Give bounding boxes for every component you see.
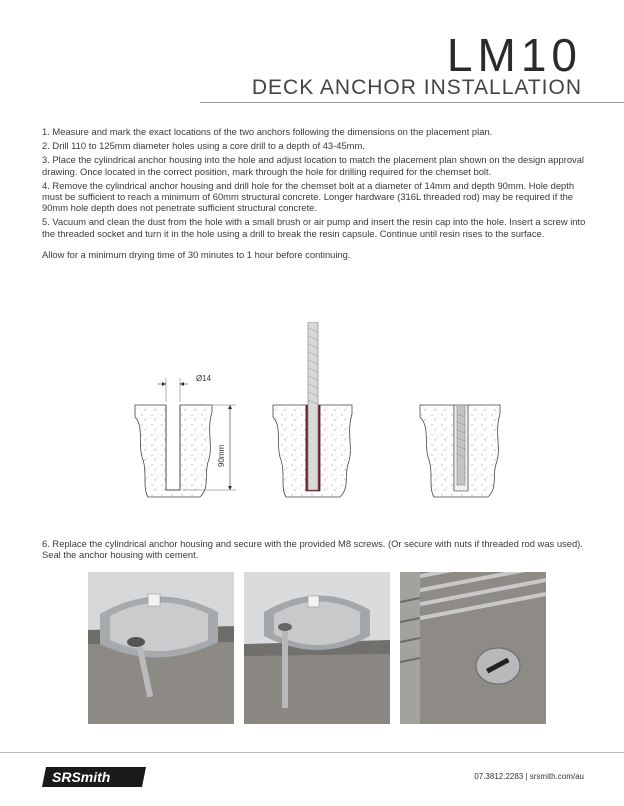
page-subtitle: DECK ANCHOR INSTALLATION xyxy=(251,76,582,99)
diameter-label: Ø14 xyxy=(196,374,212,383)
step-2: 2. Drill 110 to 125mm diameter holes using a core drill to a depth of 43-45mm. xyxy=(42,140,365,152)
step-3: 3. Place the cylindrical anchor housing into the hole and adjust location to match the placement plan shown on the design approval drawing. Once located in the correct position, mark through the hole for drilling required for the chemset bolt. xyxy=(42,154,585,177)
logo-text: SRSmith xyxy=(52,769,111,785)
footer-divider xyxy=(0,752,624,753)
step-5: 5. Vacuum and clean the dust from the hole with a small brush or air pump and insert the resin cap into the hole. Insert a screw into the threaded socket and turn it in the hole using a drill to break the resin capsule. Continue until resin rises to the surface. xyxy=(42,216,586,239)
instructions xyxy=(42,126,594,263)
step-4: 4. Remove the cylindrical anchor housing and drill hole for the chemset bolt at a diameter of 14mm and depth 90mm. Hole depth must be sufficient to reach a minimum of 60mm structural concrete. Longer hardware (316L threaded rod) may be required if the 90mm hole depth does not penetrate sufficient structural concrete. xyxy=(42,179,575,214)
header-divider xyxy=(200,102,624,103)
step-1: 1. Measure and mark the exact locations of the two anchors following the dimensions on the placement plan. xyxy=(42,126,493,137)
diagram-drilled-hole xyxy=(135,374,236,497)
depth-label: 90mm xyxy=(217,444,226,467)
srsmith-logo xyxy=(42,765,150,789)
photo-anchor-housing-front xyxy=(88,572,234,724)
step-6: 6. Replace the cylindrical anchor housing and secure with the provided M8 screws. (Or secure with nuts if threaded rod was used). Seal the anchor housing with cement. xyxy=(42,538,583,561)
photo-anchor-housing-side xyxy=(244,572,390,724)
footer-contact: 07.3812.2283 | srsmith.com/au xyxy=(474,772,584,781)
diagram-set-anchor xyxy=(420,405,500,497)
diagram-resin-capsule xyxy=(273,322,352,497)
installation-diagrams xyxy=(120,322,520,502)
drying-note: Allow for a minimum drying time of 30 minutes to 1 hour before continuing. xyxy=(42,248,351,260)
page-title: LM10 xyxy=(446,29,582,81)
photo-installed-anchor xyxy=(400,572,546,724)
